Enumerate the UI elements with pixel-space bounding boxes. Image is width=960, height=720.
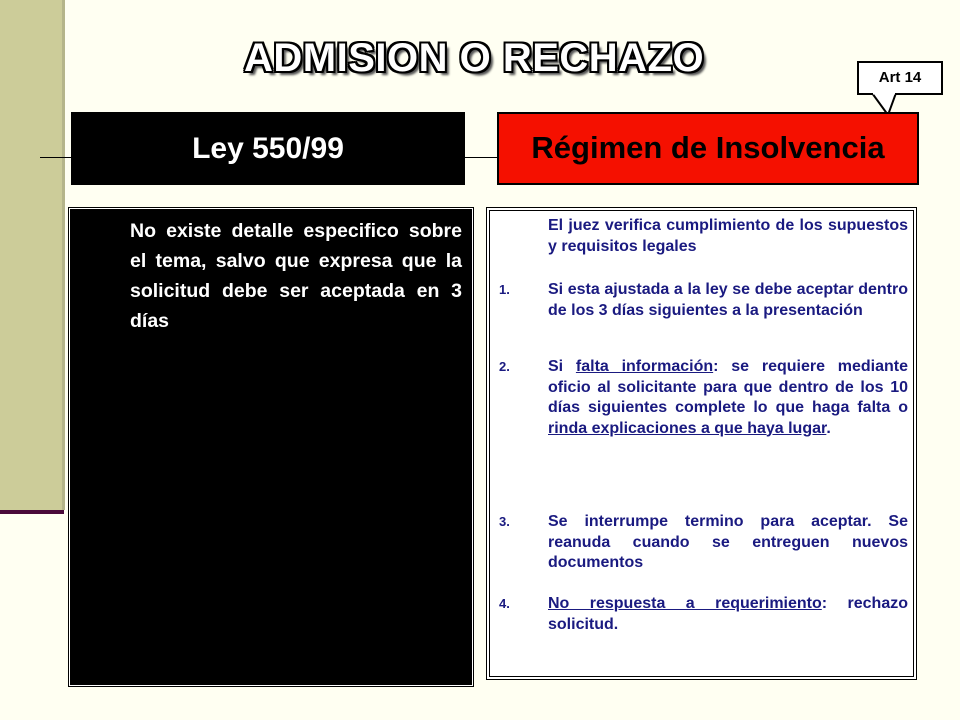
list-number: 3. (499, 514, 510, 529)
rinda-explicaciones-link[interactable]: rinda explicaciones a que haya lugar (548, 419, 827, 437)
side-band-shadow (62, 0, 65, 510)
article-callout: Art 14 (857, 61, 943, 95)
right-intro-text: El juez verifica cumplimiento de los supuestos y requisitos legales (548, 217, 908, 255)
list-item-text: : rechazo solicitud. (548, 595, 908, 633)
list-item: Se interrumpe termino para aceptar. Se reanuda cuando se entreguen nuevos documentos (548, 513, 908, 571)
falta-informacion-link[interactable]: falta información (575, 358, 714, 375)
list-item (548, 357, 908, 439)
list-item (548, 594, 908, 635)
no-respuesta-link[interactable]: No respuesta a requerimiento (548, 595, 822, 612)
list-number: 4. (499, 596, 510, 611)
left-body-text: No existe detalle especifico sobre el tema, salvo que expresa que la solicitud debe ser aceptada en 3 días (130, 220, 462, 332)
list-item: Si esta ajustada a la ley se debe aceptar dentro de los 3 días siguientes a la presentación (548, 281, 908, 319)
list-item-text: Si (548, 358, 576, 375)
left-header: Ley 550/99 (71, 112, 465, 185)
left-connector-line (40, 157, 71, 158)
list-number: 1. (499, 282, 510, 297)
right-header: Régimen de Insolvencia (497, 112, 919, 185)
list-item-text: : se requiere mediante oficio al solicitante para que dentro de los 10 días siguientes complete lo que haga falta o (548, 358, 909, 416)
list-number: 2. (499, 359, 510, 374)
list-item-text: . (826, 419, 831, 437)
side-accent-line (0, 510, 64, 514)
middle-connector-line (465, 157, 497, 158)
slide-title: ADMISION O RECHAZO (244, 36, 705, 80)
side-band (0, 0, 62, 510)
